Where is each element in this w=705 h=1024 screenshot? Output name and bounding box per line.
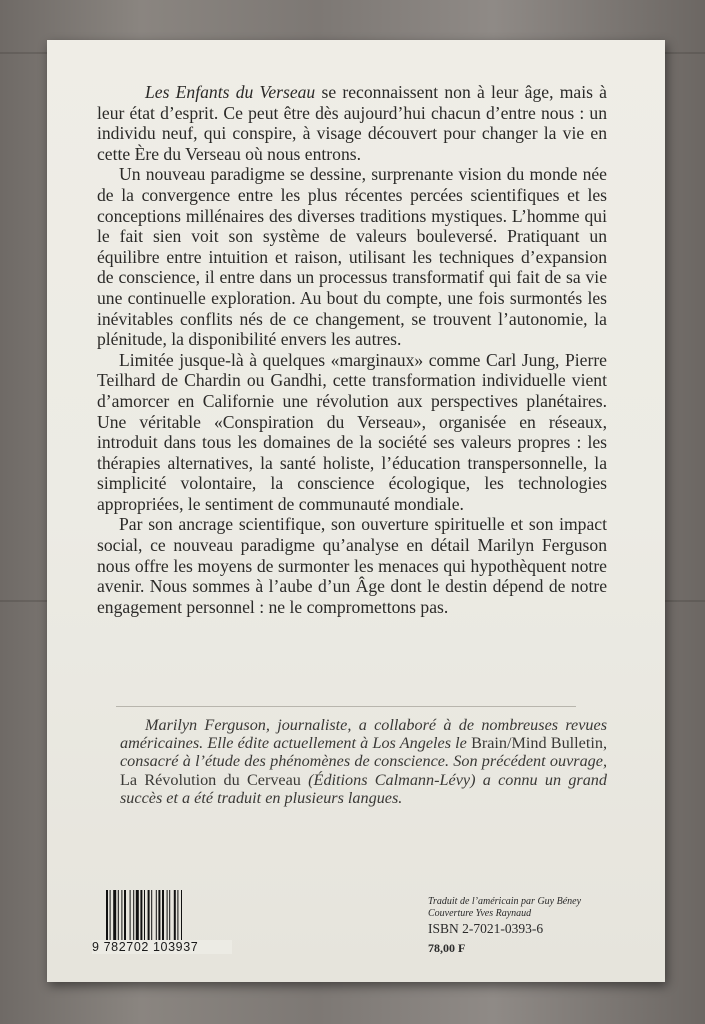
- barcode-bar: [169, 890, 170, 942]
- cover-credit: Couverture Yves Raynaud: [428, 907, 532, 919]
- barcode-bar: [110, 890, 111, 942]
- barcode-bar: [113, 890, 116, 942]
- barcode-bar: [144, 890, 145, 942]
- barcode-bars: [104, 890, 226, 942]
- blurb-paragraph-4: Par son ancrage scientifique, son ouverture spirituelle et son impact social, ce nouveau paradigme qu’analyse en détail Marilyn Ferguson nous offre les moyens de surmonter les menaces qui hypothèquent notre avenir. Nous sommes à l’aube d’un Âge dont le destin dépend de notre engagement personnel : ne le compromettons pas.: [97, 514, 607, 617]
- barcode-bar: [167, 890, 168, 942]
- barcode-bar: [148, 890, 150, 942]
- price: 78,00 F: [428, 941, 466, 955]
- back-cover-blurb: [97, 82, 607, 617]
- bio-text: (Éditions Calmann-Lévy) a connu un grand succès et a été traduit en plusieurs langues.: [120, 770, 607, 807]
- blurb-paragraph-1: [97, 82, 607, 164]
- barcode-bar: [177, 890, 178, 942]
- previous-book-title: La Révolution du Cerveau: [120, 770, 301, 789]
- barcode-bar: [156, 890, 157, 942]
- barcode-bar: [106, 890, 108, 942]
- barcode-bar: [151, 890, 152, 942]
- barcode-bar: [174, 890, 176, 942]
- barcode-bar: [136, 890, 139, 942]
- blurb-paragraph-2: Un nouveau paradigme se dessine, surprenante vision du monde née de la convergence entre les plus récentes percées scientifiques et les conceptions millénaires des diverses traditions mystiques. L’homme qui le fait sien voit son système de valeurs bouleversé. Pratiquant un équilibre entre intuition et raison, utilisant les techniques d’expansion de conscience, il entre dans un processus transformatif qui fait de sa vie une continuelle exploration. Au bout du compte, une fois surmontés les inévitables conflits nés de ce changement, se trouvent l’autonomie, la plénitude, la disponibilité envers les autres.: [97, 164, 607, 350]
- barcode-bar: [118, 890, 119, 942]
- blurb-text: se reconnaissent non à leur âge, mais à leur état d’esprit. Ce peut être dès aujourd’hui chacun d’entre nous : un individu neuf, qui conspire, à visage découvert pour changer la vie en cette Ère du Verseau où nous entrons.: [97, 82, 607, 164]
- author-bio-paragraph: [120, 716, 607, 807]
- isbn-number: ISBN 2-7021-0393-6: [428, 921, 544, 936]
- author-bio: [120, 716, 607, 807]
- translator-credit: Traduit de l’américain par Guy Béney: [428, 896, 582, 907]
- barcode-digits: 9 782702 103937: [92, 940, 232, 954]
- book-title-italic: Les Enfants du Verseau: [145, 82, 316, 102]
- barcode-bar: [133, 890, 134, 942]
- publisher-credits: [428, 896, 581, 956]
- barcode-bar: [140, 890, 142, 942]
- divider: [116, 706, 576, 707]
- blurb-paragraph-3: Limitée jusque-là à quelques «marginaux» comme Carl Jung, Pierre Teilhard de Chardin ou Gandhi, cette transformation individuelle vient d’amorcer en Californie une révolution aux perspectives planétaires. Une véritable «Conspiration du Verseau», organisée en réseaux, introduit dans tous les domaines de la société ses valeurs propres : les thérapies alternatives, la santé holiste, l’éducation transpersonnelle, la simplicité volontaire, la conscience écologique, les technologies appropriées, le sentiment de communauté mondiale.: [97, 349, 607, 514]
- barcode-bar: [124, 890, 126, 942]
- barcode-bar: [181, 890, 182, 942]
- barcode-bar: [130, 890, 131, 942]
- barcode-bar: [158, 890, 160, 942]
- bio-text: Marilyn Ferguson, journaliste, a collaboré à de nombreuses revues américaines. Elle édite actuellement à Los Angeles le: [120, 716, 607, 753]
- barcode-bar: [121, 890, 122, 942]
- bio-text: consacré à l’étude des phénomènes de conscience. Son précédent ouvrage,: [120, 752, 607, 771]
- journal-name: Brain/Mind Bulletin,: [471, 734, 607, 753]
- barcode-bar: [162, 890, 164, 942]
